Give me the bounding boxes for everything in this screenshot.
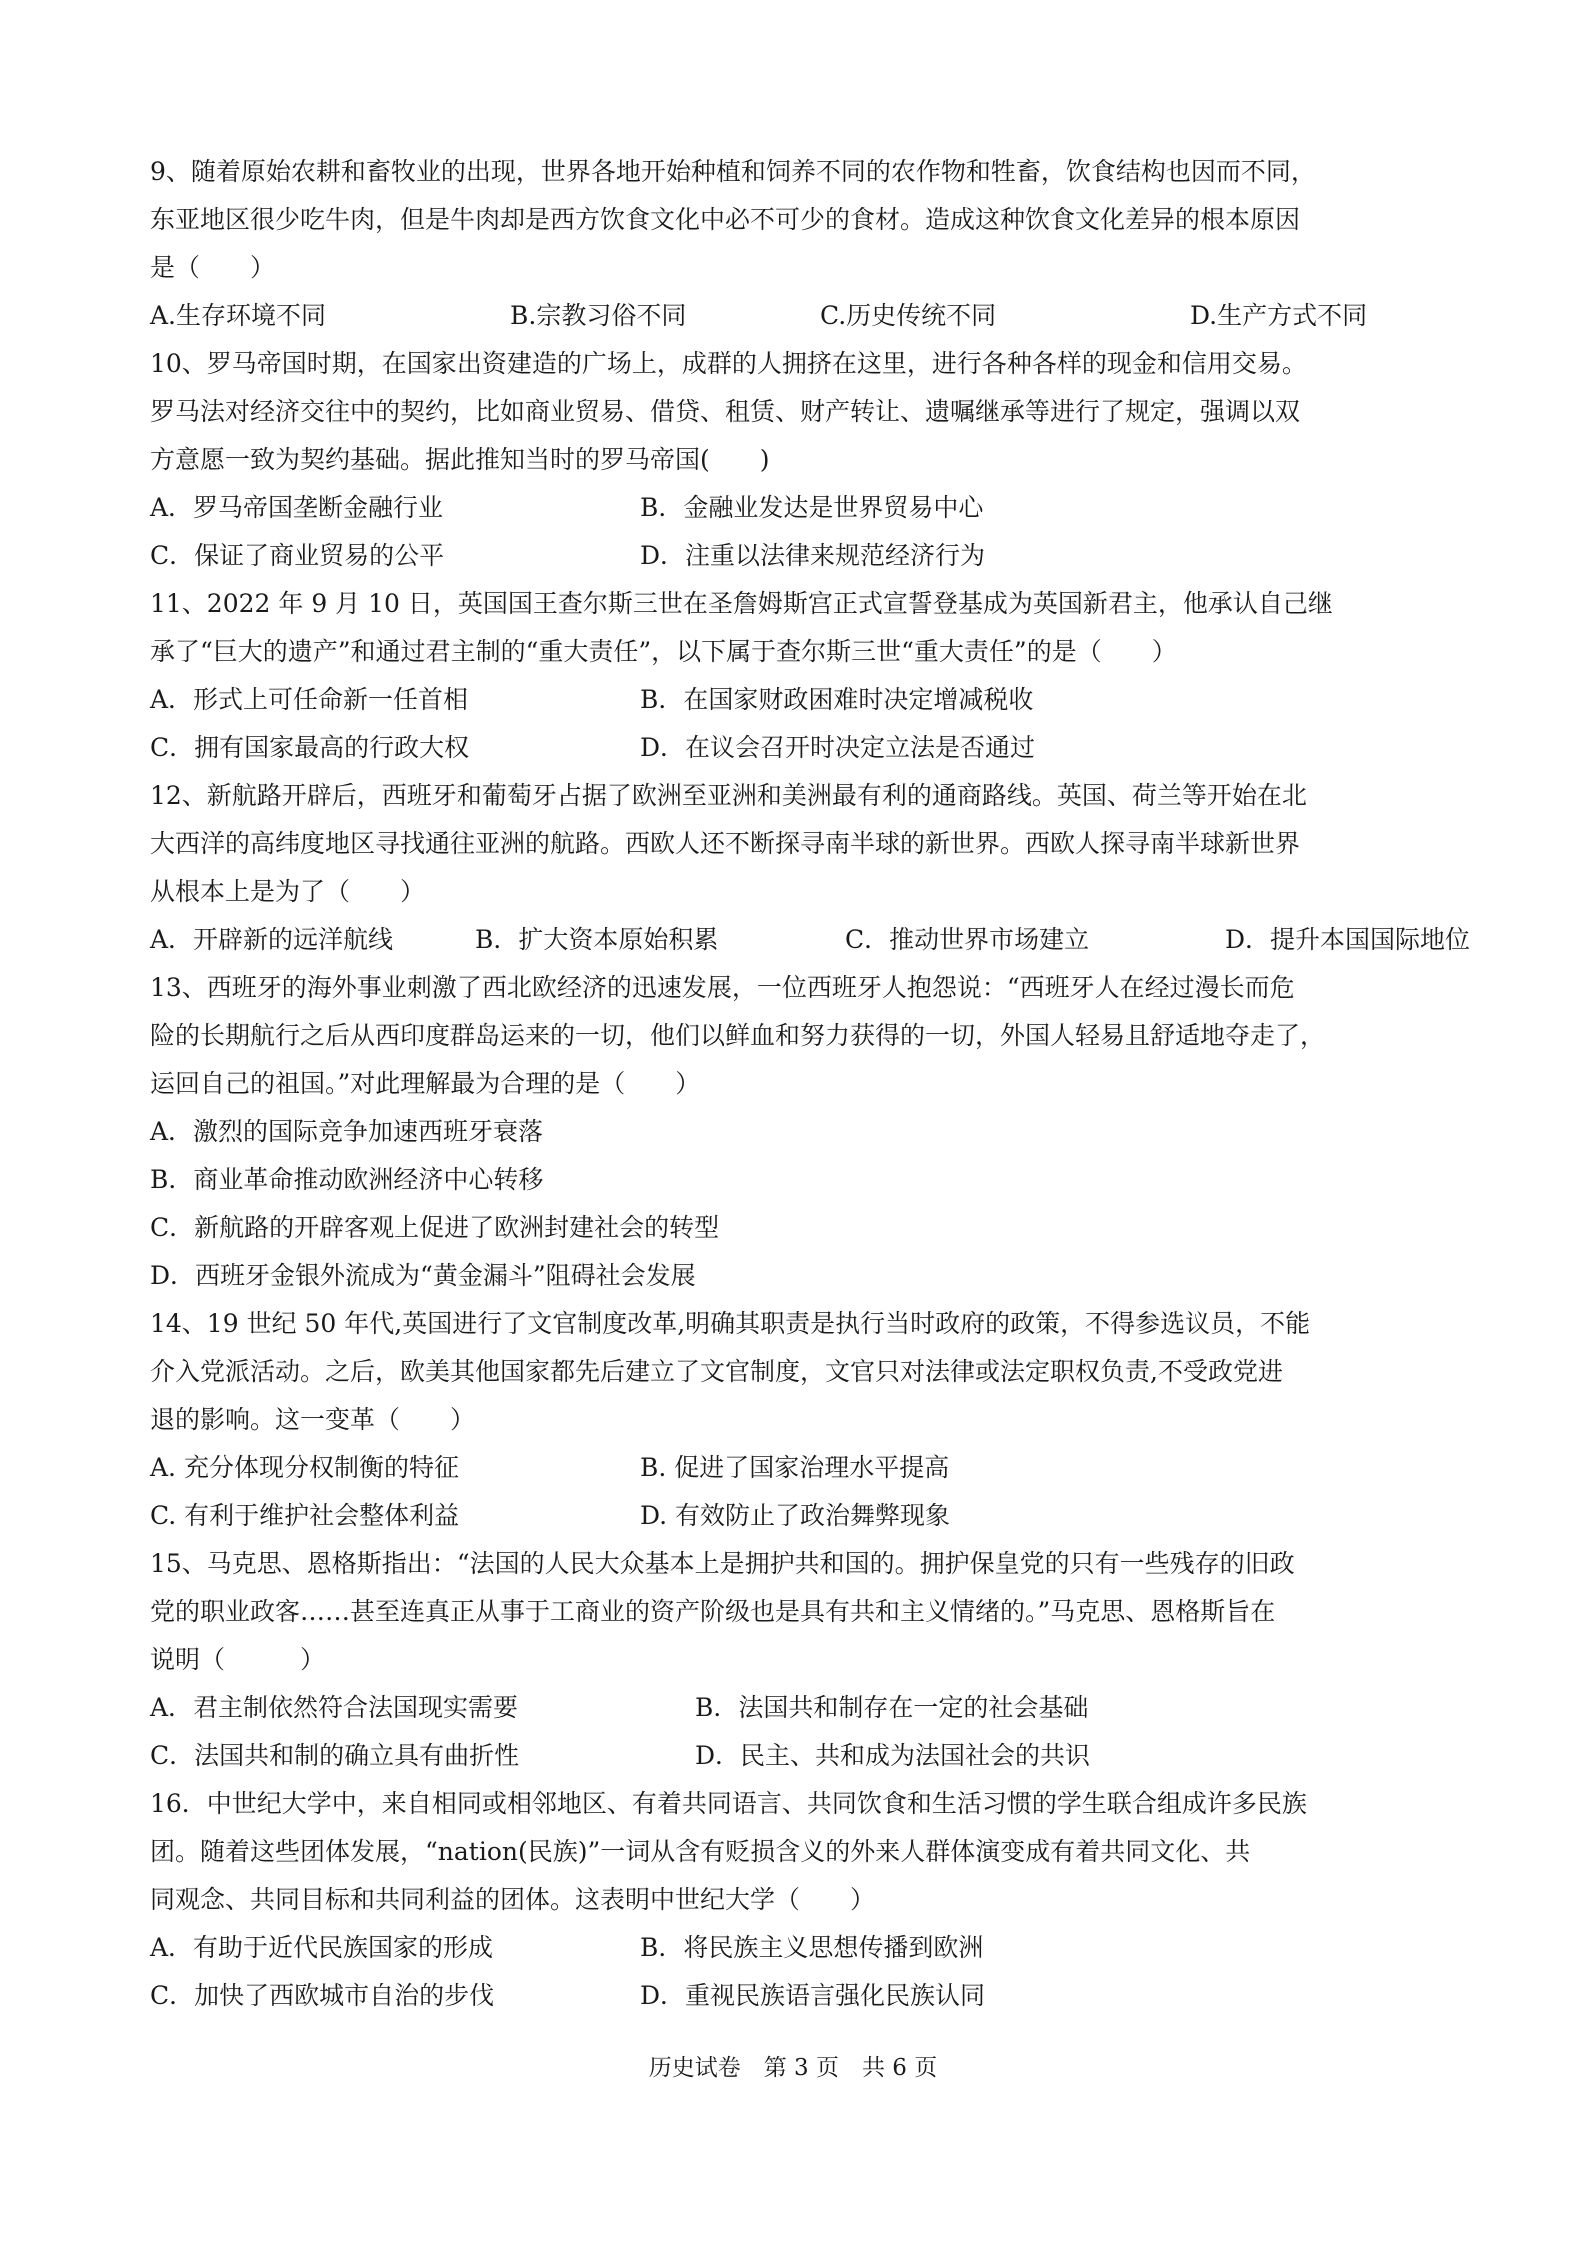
- option-c: C．拥有国家最高的行政大权: [150, 733, 470, 762]
- question-text: 从根本上是为了（ ）: [150, 877, 426, 906]
- option-b: B．在国家财政困难时决定增减税收: [640, 685, 1034, 714]
- option-d: D.生产方式不同: [1190, 301, 1368, 330]
- option-c: C．法国共和制的确立具有曲折性: [150, 1741, 520, 1770]
- option-d: D．在议会召开时决定立法是否通过: [640, 733, 1036, 762]
- options-row: [150, 1684, 1440, 1732]
- options-row: [150, 532, 1440, 580]
- options-row: [150, 292, 1440, 340]
- question-text: 运回自己的祖国。”对此理解最为合理的是（ ）: [150, 1069, 701, 1098]
- option-a: A. 充分体现分权制衡的特征: [150, 1453, 459, 1482]
- question-11: [150, 580, 1440, 772]
- option-d: D．西班牙金银外流成为“黄金漏斗”阻碍社会发展: [150, 1261, 696, 1290]
- option-c: C．保证了商业贸易的公平: [150, 541, 445, 570]
- option-c: C.历史传统不同: [820, 301, 997, 330]
- option-b: B．金融业发达是世界贸易中心: [640, 493, 984, 522]
- question-text: 方意愿一致为契约基础。据此推知当时的罗马帝国( ): [150, 445, 770, 474]
- option-d: D．提升本国国际地位: [1225, 925, 1471, 954]
- question-text: 同观念、共同目标和共同利益的团体。这表明中世纪大学（ ）: [150, 1885, 876, 1914]
- options-row: [150, 1732, 1440, 1780]
- option-a: A．君主制依然符合法国现实需要: [150, 1693, 519, 1722]
- option-b: B.宗教习俗不同: [510, 301, 687, 330]
- option-b: B．商业革命推动欧洲经济中心转移: [150, 1165, 544, 1194]
- option-a: A.生存环境不同: [150, 301, 327, 330]
- option-a: A．形式上可任命新一任首相: [150, 685, 469, 714]
- question-14: [150, 1300, 1440, 1540]
- question-text: 罗马法对经济交往中的契约，比如商业贸易、借贷、租赁、财产转让、遗嘱继承等进行了规定，强调以双: [150, 397, 1301, 426]
- options-row: [150, 676, 1440, 724]
- question-text: 险的长期航行之后从西印度群岛运来的一切，他们以鲜血和努力获得的一切，外国人轻易且舒适地夺走了，: [150, 1021, 1326, 1050]
- question-text: 12、新航路开辟后，西班牙和葡萄牙占据了欧洲至亚洲和美洲最有利的通商路线。英国、荷兰等开始在北: [150, 781, 1307, 810]
- option-a: A．激烈的国际竞争加速西班牙衰落: [150, 1117, 544, 1146]
- question-text: 承了“巨大的遗产”和通过君主制的“重大责任”，以下属于查尔斯三世“重大责任”的是（ ）: [150, 637, 1177, 666]
- options-row: [150, 1444, 1440, 1492]
- options-row: [150, 724, 1440, 772]
- option-b: B．扩大资本原始积累: [475, 925, 719, 954]
- question-text: 退的影响。这一变革（ ）: [150, 1405, 476, 1434]
- options-row: [150, 1972, 1440, 2020]
- question-text: 团。随着这些团体发展，“nation(民族)”一词从含有贬损含义的外来人群体演变成有着共同文化、共: [150, 1837, 1251, 1866]
- option-b: B．将民族主义思想传播到欧洲: [640, 1933, 984, 1962]
- page-footer: 历史试卷 第 3 页 共 6 页: [648, 2055, 938, 2081]
- option-c: C．推动世界市场建立: [845, 925, 1090, 954]
- option-b: B. 促进了国家治理水平提高: [640, 1453, 950, 1482]
- question-10: [150, 340, 1440, 580]
- question-15: [150, 1540, 1440, 1780]
- question-text: 介入党派活动。之后，欧美其他国家都先后建立了文官制度，文官只对法律或法定职权负责,不受政党进: [150, 1357, 1283, 1386]
- question-text: 16．中世纪大学中，来自相同或相邻地区、有着共同语言、共同饮食和生活习惯的学生联合组成许多民族: [150, 1789, 1307, 1818]
- option-a: A．开辟新的远洋航线: [150, 925, 394, 954]
- option-d: D．注重以法律来规范经济行为: [640, 541, 986, 570]
- question-text: 9、随着原始农耕和畜牧业的出现，世界各地开始种植和饲养不同的农作物和牲畜，饮食结构也因而不同，: [150, 157, 1316, 186]
- option-c: C．加快了西欧城市自治的步伐: [150, 1981, 495, 2010]
- option-d: D. 有效防止了政治舞弊现象: [640, 1501, 951, 1530]
- question-16: [150, 1780, 1440, 2020]
- option-d: D．重视民族语言强化民族认同: [640, 1981, 986, 2010]
- question-text: 11、2022 年 9 月 10 日，英国国王查尔斯三世在圣詹姆斯宫正式宣誓登基成为英国新君主，他承认自己继: [150, 589, 1333, 618]
- question-13: [150, 964, 1440, 1300]
- question-text: 是（ ）: [150, 253, 276, 282]
- question-list: [150, 148, 1471, 2020]
- options-row: [150, 1492, 1440, 1540]
- options-row: [150, 484, 1440, 532]
- options-row: [150, 916, 1471, 964]
- option-a: A．有助于近代民族国家的形成: [150, 1933, 494, 1962]
- question-9: [150, 148, 1440, 340]
- question-text: 15、马克思、恩格斯指出：“法国的人民大众基本上是拥护共和国的。拥护保皇党的只有一些残存的旧政: [150, 1549, 1295, 1578]
- question-text: 说明（ ）: [150, 1645, 326, 1674]
- question-text: 大西洋的高纬度地区寻找通往亚洲的航路。西欧人还不断探寻南半球的新世界。西欧人探寻南半球新世界: [150, 829, 1301, 858]
- option-a: A．罗马帝国垄断金融行业: [150, 493, 444, 522]
- question-text: 党的职业政客……甚至连真正从事于工商业的资产阶级也是具有共和主义情绪的。”马克思、恩格斯旨在: [150, 1597, 1276, 1626]
- question-text: 东亚地区很少吃牛肉，但是牛肉却是西方饮食文化中必不可少的食材。造成这种饮食文化差异的根本原因: [150, 205, 1301, 234]
- option-c: C．新航路的开辟客观上促进了欧洲封建社会的转型: [150, 1213, 720, 1242]
- question-text: 13、西班牙的海外事业刺激了西北欧经济的迅速发展，一位西班牙人抱怨说：“西班牙人在经过漫长而危: [150, 973, 1295, 1002]
- question-text: 10、罗马帝国时期，在国家出资建造的广场上，成群的人拥挤在这里，进行各种各样的现金和信用交易。: [150, 349, 1307, 378]
- option-d: D．民主、共和成为法国社会的共识: [695, 1741, 1091, 1770]
- option-c: C. 有利于维护社会整体利益: [150, 1501, 460, 1530]
- question-12: [150, 772, 1471, 964]
- option-b: B．法国共和制存在一定的社会基础: [695, 1693, 1089, 1722]
- options-row: [150, 1924, 1440, 1972]
- question-text: 14、19 世纪 50 年代,英国进行了文官制度改革,明确其职责是执行当时政府的政策，不得参选议员，不能: [150, 1309, 1311, 1338]
